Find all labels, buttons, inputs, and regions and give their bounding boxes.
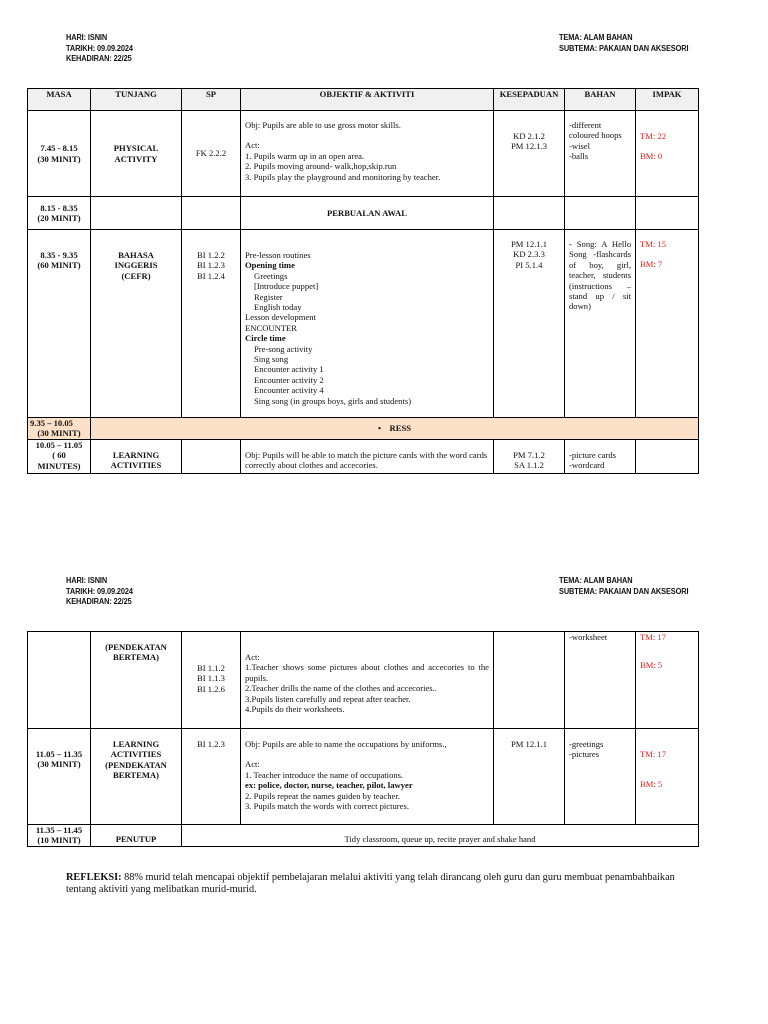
header-right-page2 bbox=[559, 576, 688, 597]
lesson-plan-table-page1 bbox=[27, 88, 699, 474]
impak-cell: TM: 22 BM: 0 bbox=[636, 111, 699, 197]
table-row bbox=[28, 197, 699, 230]
kehadiran: KEHADIRAN: 22/25 bbox=[66, 597, 132, 606]
sp-cell: BI 1.2.3 bbox=[182, 729, 241, 825]
subtema: SUBTEMA: PAKAIAN DAN AKSESORI bbox=[559, 43, 689, 53]
objektif-cell: Act: 1.Teacher shows some pictures about clothes and accecories to the pupils. 2.Teacher drills the name of the clothes and accecories.. 3.Pupils listen carefully and repeat after teacher. 4.Pupils do their worksheets. bbox=[241, 632, 494, 729]
table-row bbox=[28, 632, 699, 729]
masa-cell: 9.35 – 10.05 (30 MINIT) bbox=[28, 418, 91, 440]
col-objektif: OBJEKTIF & AKTIVITI bbox=[241, 89, 494, 111]
impak-cell: TM: 17 BM: 5 bbox=[636, 632, 699, 729]
masa-cell: 11.35 – 11.45 (10 MINIT) bbox=[28, 825, 91, 847]
table-row bbox=[28, 111, 699, 197]
perbualan-awal: PERBUALAN AWAL bbox=[241, 197, 494, 230]
kesepaduan-cell: PM 12.1.1 KD 2.3.3 PI 5.1.4 bbox=[494, 230, 565, 418]
table-row bbox=[28, 729, 699, 825]
bahan-cell: - Song: A Hello Song -flashcards of boy, girl, teacher, students (instructions – stand up / sit down) bbox=[565, 230, 636, 418]
table-row bbox=[28, 439, 699, 473]
bahan-cell: -picture cards -wordcard bbox=[565, 439, 636, 473]
header-right-page1 bbox=[559, 33, 688, 54]
refleksi-text: 88% murid telah mencapai objektif pembelajaran melalui aktiviti yang telah dirancang oleh guru dan guru membuat penambahbaikan tentang aktiviti yang melibatkan murid-murid. bbox=[66, 872, 675, 896]
kehadiran: KEHADIRAN: 22/25 bbox=[66, 54, 132, 63]
objektif-cell: Pre-lesson routines Opening time Greetings [Introduce puppet] Register English today Lesson development ENCOUNTER Circle time Pre-song activity Sing song Encounter activity 1 Encounter activity 2 Encounter activity 4 Sing song (in groups boys, girls and students) bbox=[241, 230, 494, 418]
bahan-cell: -worksheet bbox=[565, 632, 636, 729]
masa-cell: 8.35 - 9.35 (60 MINIT) bbox=[28, 230, 91, 418]
tema: TEMA: ALAM BAHAN bbox=[559, 33, 633, 42]
subtema: SUBTEMA: PAKAIAN DAN AKSESORI bbox=[559, 586, 689, 596]
tunjang-cell: PHYSICAL ACTIVITY bbox=[91, 111, 182, 197]
penutup-cell: PENUTUP bbox=[91, 825, 182, 847]
hari: HARI: ISNIN bbox=[66, 33, 108, 42]
header-left-page2 bbox=[66, 576, 133, 608]
bullet-icon: • bbox=[377, 423, 381, 434]
col-masa: MASA bbox=[28, 89, 91, 111]
masa-cell: 11.05 – 11.35 (30 MINIT) bbox=[28, 729, 91, 825]
kesepaduan-cell: KD 2.1.2 PM 12.1.3 bbox=[494, 111, 565, 197]
tarikh: TARIKH: 09.09.2024 bbox=[66, 43, 133, 53]
col-kesepaduan: KESEPADUAN bbox=[494, 89, 565, 111]
bahan-cell: -greetings -pictures bbox=[565, 729, 636, 825]
sp-cell: FK 2.2.2 bbox=[182, 111, 241, 197]
lesson-plan-table-page2 bbox=[27, 631, 699, 847]
sp-cell: BI 1.1.2 BI 1.1.3 BI 1.2.6 bbox=[182, 632, 241, 729]
ress-cell: • RESS bbox=[91, 418, 699, 440]
kesepaduan-cell: PM 12.1.1 bbox=[494, 729, 565, 825]
table-row bbox=[28, 230, 699, 418]
masa-cell: 10.05 – 11.05 ( 60 MINUTES) bbox=[28, 439, 91, 473]
tunjang-cell: (PENDEKATAN BERTEMA) bbox=[91, 632, 182, 729]
header-row bbox=[28, 89, 699, 111]
objektif-cell: Obj: Pupils are able to use gross motor skills. Act: 1. Pupils warm up in an open area. 2. Pupils moving around- walk,hop,skip.run 3. Pupils play the playground and monitoring by teacher. bbox=[241, 111, 494, 197]
masa-cell: 8.15 - 8.35 (20 MINIT) bbox=[28, 197, 91, 230]
col-bahan: BAHAN bbox=[565, 89, 636, 111]
refleksi-label: REFLEKSI: bbox=[66, 872, 122, 883]
tunjang-cell: BAHASA INGGERIS (CEFR) bbox=[91, 230, 182, 418]
impak-cell: TM: 17 BM: 5 bbox=[636, 729, 699, 825]
table-row bbox=[28, 418, 699, 440]
tema: TEMA: ALAM BAHAN bbox=[559, 576, 633, 585]
hari: HARI: ISNIN bbox=[66, 576, 108, 585]
refleksi bbox=[66, 872, 706, 897]
objektif-cell: Obj: Pupils are able to name the occupations by uniforms., Act: 1. Teacher introduce the name of occupations. ex: police, doctor, nurse, teacher, pilot, lawyer 2. Pupils repeat the names guiden by teacher. 3. Pupils match the words with correct pictures. bbox=[241, 729, 494, 825]
bahan-cell: -different coloured hoops -wisel -balls bbox=[565, 111, 636, 197]
tunjang-cell: LEARNING ACTIVITIES (PENDEKATAN BERTEMA) bbox=[91, 729, 182, 825]
objektif-cell: Obj: Pupils will be able to match the picture cards with the word cards correctly about clothes and accecories. bbox=[241, 439, 494, 473]
kesepaduan-cell: PM 7.1.2 SA 1.1.2 bbox=[494, 439, 565, 473]
penutup-activity: Tidy classroom, queue up, recite prayer and shake hand bbox=[182, 825, 699, 847]
table-row bbox=[28, 825, 699, 847]
impak-cell: TM: 15 BM: 7 bbox=[636, 230, 699, 418]
col-sp: SP bbox=[182, 89, 241, 111]
masa-cell: 7.45 - 8.15 (30 MINIT) bbox=[28, 111, 91, 197]
col-impak: IMPAK bbox=[636, 89, 699, 111]
header-left-page1 bbox=[66, 33, 133, 65]
sp-cell: BI 1.2.2 BI 1.2.3 BI 1.2.4 bbox=[182, 230, 241, 418]
tarikh: TARIKH: 09.09.2024 bbox=[66, 586, 133, 596]
col-tunjang: TUNJANG bbox=[91, 89, 182, 111]
tunjang-cell: LEARNING ACTIVITIES bbox=[91, 439, 182, 473]
